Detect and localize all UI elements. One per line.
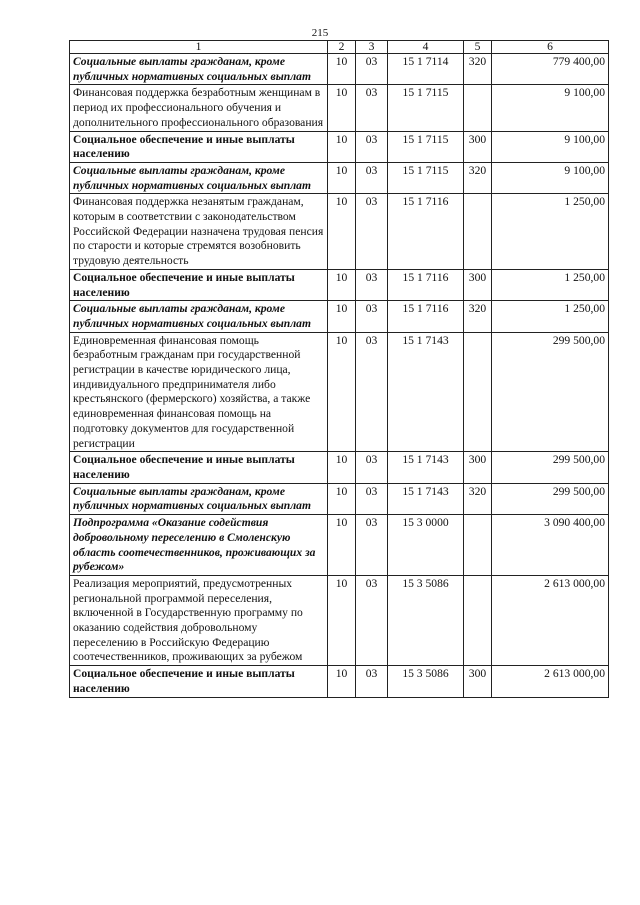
row-subsection-cell: 03: [356, 162, 388, 193]
row-name-cell: Социальное обеспечение и иные выплаты населению: [70, 269, 328, 300]
row-name-cell: Социальные выплаты гражданам, кроме публичных нормативных социальных выплат: [70, 162, 328, 193]
row-amount-cell: 299 500,00: [492, 483, 609, 514]
table-row: [70, 301, 609, 332]
row-name-cell: Реализация мероприятий, предусмотренных региональной программой переселения, включенной в Государственную программу по оказанию содействия добровольному переселению в Российскую Федерацию соотечественников, проживающих за рубежом: [70, 575, 328, 665]
row-subsection-cell: 03: [356, 54, 388, 85]
row-section-cell: 10: [328, 483, 356, 514]
row-target-article-cell: 15 1 7116: [388, 194, 464, 270]
row-target-article-cell: 15 3 0000: [388, 515, 464, 576]
table-row: [70, 483, 609, 514]
row-expense-type-cell: 320: [464, 162, 492, 193]
header-col-4: 4: [388, 41, 464, 54]
table-row: [70, 269, 609, 300]
row-target-article-cell: 15 1 7143: [388, 332, 464, 452]
row-expense-type-cell: 300: [464, 131, 492, 162]
table-row: [70, 575, 609, 665]
row-section-cell: 10: [328, 666, 356, 697]
row-subsection-cell: 03: [356, 85, 388, 131]
row-target-article-cell: 15 1 7116: [388, 269, 464, 300]
header-col-5: 5: [464, 41, 492, 54]
table-row: [70, 85, 609, 131]
row-section-cell: 10: [328, 194, 356, 270]
row-target-article-cell: 15 3 5086: [388, 575, 464, 665]
header-col-1: 1: [70, 41, 328, 54]
row-amount-cell: 1 250,00: [492, 194, 609, 270]
row-subsection-cell: 03: [356, 575, 388, 665]
row-name-cell: Социальные выплаты гражданам, кроме публичных нормативных социальных выплат: [70, 483, 328, 514]
row-section-cell: 10: [328, 269, 356, 300]
row-section-cell: 10: [328, 54, 356, 85]
row-section-cell: 10: [328, 452, 356, 483]
table-row: [70, 666, 609, 697]
row-expense-type-cell: 300: [464, 452, 492, 483]
row-subsection-cell: 03: [356, 131, 388, 162]
row-section-cell: 10: [328, 332, 356, 452]
row-section-cell: 10: [328, 131, 356, 162]
row-expense-type-cell: 300: [464, 269, 492, 300]
header-col-2: 2: [328, 41, 356, 54]
table-header-row: [70, 41, 609, 54]
row-target-article-cell: 15 3 5086: [388, 666, 464, 697]
row-expense-type-cell: [464, 515, 492, 576]
row-target-article-cell: 15 1 7143: [388, 483, 464, 514]
row-target-article-cell: 15 1 7115: [388, 85, 464, 131]
page-number: 215: [311, 27, 329, 39]
row-expense-type-cell: 320: [464, 301, 492, 332]
row-amount-cell: 3 090 400,00: [492, 515, 609, 576]
table-row: [70, 131, 609, 162]
row-section-cell: 10: [328, 301, 356, 332]
row-subsection-cell: 03: [356, 332, 388, 452]
row-name-cell: Социальное обеспечение и иные выплаты населению: [70, 666, 328, 697]
header-col-3: 3: [356, 41, 388, 54]
row-name-cell: Социальное обеспечение и иные выплаты населению: [70, 131, 328, 162]
row-target-article-cell: 15 1 7115: [388, 131, 464, 162]
row-name-cell: Единовременная финансовая помощь безработным гражданам при государственной регистрации в качестве юридического лица, индивидуального предпринимателя либо крестьянского (фермерского) хозяйства, а также единовременная финансовая помощь на подготовку документов для государственной регистрации: [70, 332, 328, 452]
header-col-6: 6: [492, 41, 609, 54]
row-expense-type-cell: [464, 575, 492, 665]
row-section-cell: 10: [328, 575, 356, 665]
row-name-cell: Финансовая поддержка незанятым гражданам, которым в соответствии с законодательством Российской Федерации назначена трудовая пенсия по старости и которые стремятся возобновить трудовую деятельность: [70, 194, 328, 270]
row-section-cell: 10: [328, 85, 356, 131]
budget-table: [69, 40, 609, 698]
row-name-cell: Социальные выплаты гражданам, кроме публичных нормативных социальных выплат: [70, 54, 328, 85]
row-name-cell: Социальные выплаты гражданам, кроме публичных нормативных социальных выплат: [70, 301, 328, 332]
row-amount-cell: 9 100,00: [492, 162, 609, 193]
row-target-article-cell: 15 1 7114: [388, 54, 464, 85]
row-name-cell: Социальное обеспечение и иные выплаты населению: [70, 452, 328, 483]
row-amount-cell: 299 500,00: [492, 452, 609, 483]
table-row: [70, 332, 609, 452]
table-row: [70, 515, 609, 576]
row-section-cell: 10: [328, 162, 356, 193]
row-subsection-cell: 03: [356, 269, 388, 300]
row-expense-type-cell: 300: [464, 666, 492, 697]
row-amount-cell: 299 500,00: [492, 332, 609, 452]
row-amount-cell: 2 613 000,00: [492, 666, 609, 697]
row-target-article-cell: 15 1 7143: [388, 452, 464, 483]
row-expense-type-cell: [464, 85, 492, 131]
row-expense-type-cell: [464, 194, 492, 270]
row-amount-cell: 9 100,00: [492, 131, 609, 162]
row-subsection-cell: 03: [356, 301, 388, 332]
row-amount-cell: 9 100,00: [492, 85, 609, 131]
row-subsection-cell: 03: [356, 515, 388, 576]
row-target-article-cell: 15 1 7115: [388, 162, 464, 193]
row-subsection-cell: 03: [356, 194, 388, 270]
row-amount-cell: 779 400,00: [492, 54, 609, 85]
row-amount-cell: 1 250,00: [492, 269, 609, 300]
table-row: [70, 194, 609, 270]
row-expense-type-cell: [464, 332, 492, 452]
row-amount-cell: 1 250,00: [492, 301, 609, 332]
row-subsection-cell: 03: [356, 483, 388, 514]
row-subsection-cell: 03: [356, 452, 388, 483]
row-name-cell: Подпрограмма «Оказание содействия добровольному переселению в Смоленскую область соотечественников, проживающих за рубежом»: [70, 515, 328, 576]
row-amount-cell: 2 613 000,00: [492, 575, 609, 665]
row-section-cell: 10: [328, 515, 356, 576]
table-row: [70, 162, 609, 193]
row-subsection-cell: 03: [356, 666, 388, 697]
table-row: [70, 452, 609, 483]
row-expense-type-cell: 320: [464, 54, 492, 85]
row-target-article-cell: 15 1 7116: [388, 301, 464, 332]
table-row: [70, 54, 609, 85]
row-expense-type-cell: 320: [464, 483, 492, 514]
row-name-cell: Финансовая поддержка безработным женщинам в период их профессионального обучения и дополнительного профессионального образования: [70, 85, 328, 131]
